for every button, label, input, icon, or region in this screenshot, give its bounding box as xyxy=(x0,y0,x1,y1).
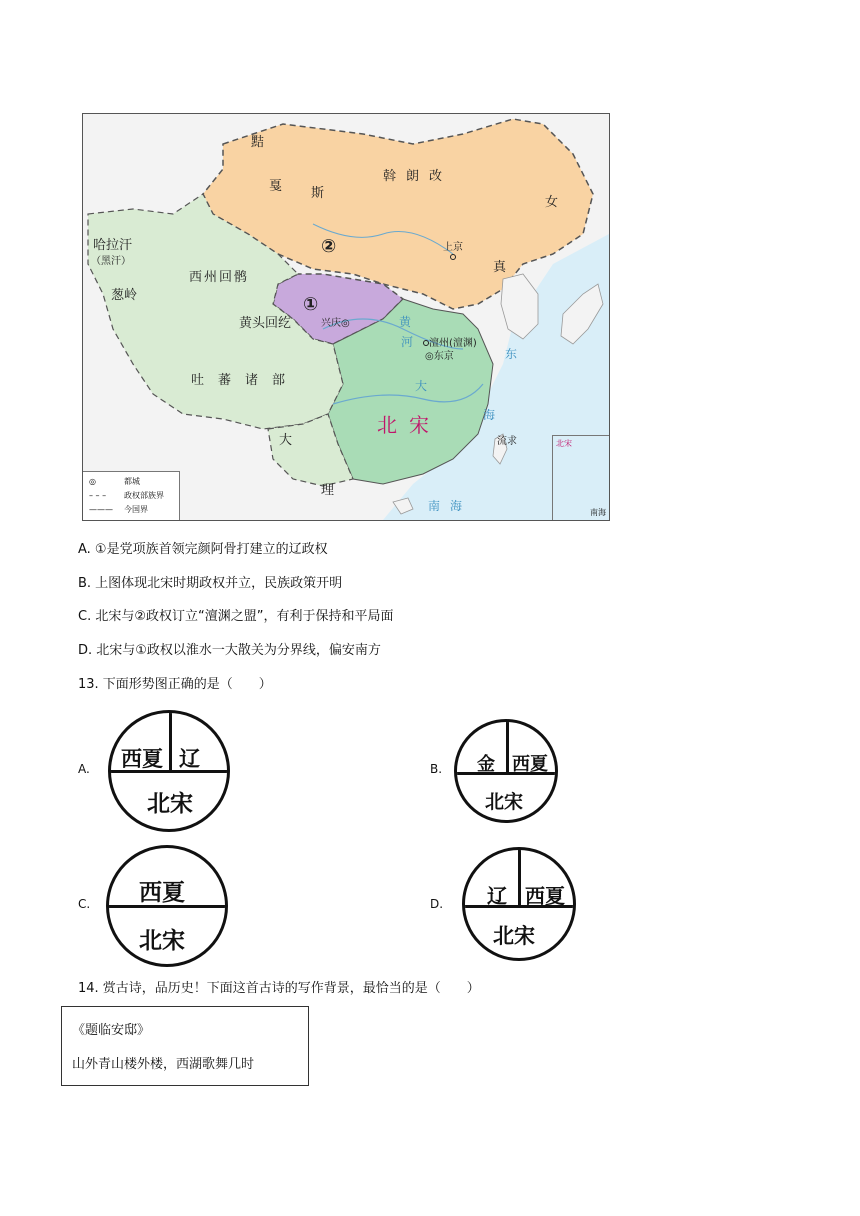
map-label-chanzhou: 澶州(澶渊) xyxy=(429,338,477,349)
option-b: B. 上图体现北宋时期政权并立，民族政策开明 xyxy=(78,576,343,591)
q13-option-c-letter: C. xyxy=(78,897,91,911)
dashed-line-icon: – – – xyxy=(89,491,107,500)
map-label-polity-2: ② xyxy=(321,236,337,257)
poem-title: 《题临安邸》 xyxy=(72,1023,151,1038)
question-13-stem: 13. 下面形势图正确的是（ ） xyxy=(78,677,272,692)
q13-option-d-diagram: 辽 西夏 北宋 xyxy=(462,847,576,961)
q13-option-d-letter: D. xyxy=(430,897,444,911)
map-label-nanhai: 南海 xyxy=(428,499,473,513)
legend-capital: ◎ 都城 xyxy=(89,477,140,486)
option-a: A. ①是党项族首领完颜阿骨打建立的辽政权 xyxy=(78,542,328,557)
map-label-heihan: （黑汗） xyxy=(91,256,131,267)
map-label-jia: 戛 xyxy=(269,179,283,194)
capital-symbol-icon: ◎ xyxy=(89,477,96,486)
poem-box xyxy=(61,1006,309,1086)
map-label-polity-1: ① xyxy=(303,294,319,315)
map-label-beisong: 北宋 xyxy=(377,413,441,437)
option-c: C. 北宋与②政权订立“澶渊之盟”，有利于保持和平局面 xyxy=(78,609,394,624)
legend-border: – – – 政权部族界 xyxy=(89,491,164,500)
question-14-stem: 14. 赏古诗，品历史！下面这首古诗的写作背景，最恰当的是（ ） xyxy=(78,981,480,996)
map-label-xizhou: 西州回鹘 xyxy=(189,270,250,285)
map-label-nu: 女 xyxy=(545,195,559,210)
map-label-liuqiu: 流求 xyxy=(497,436,517,447)
map-label-halahan: 哈拉汗 xyxy=(93,238,133,253)
thin-line-icon: ——— xyxy=(89,505,113,514)
map-label-zhen: 真 xyxy=(493,260,507,275)
q13-option-a-letter: A. xyxy=(78,762,90,776)
map-inset: 北宋 南海 xyxy=(552,435,609,520)
q13-option-b-diagram: 金 西夏 北宋 xyxy=(454,719,558,823)
q13-option-a-diagram: 西夏 辽 北宋 xyxy=(108,710,230,832)
historical-map xyxy=(82,113,610,521)
map-label-nianmie: 黠 xyxy=(251,135,265,150)
map-label-tubo: 吐蕃诸部 xyxy=(191,373,300,388)
map-label-hai: 海 xyxy=(483,408,496,422)
map-label-si: 斯 xyxy=(311,186,325,201)
map-legend xyxy=(83,471,180,520)
map-label-dali-li: 理 xyxy=(321,483,335,498)
legend-modern: ——— 今国界 xyxy=(89,505,148,514)
map-label-congling: 葱岭 xyxy=(111,288,138,303)
map-label-shangjing: 上京 xyxy=(443,242,463,253)
map-label-he: 河 xyxy=(401,335,414,349)
map-label-dong: 东 xyxy=(505,347,518,361)
map-label-dongjing: ◎东京 xyxy=(425,351,454,362)
q13-option-c-diagram: 西夏 北宋 xyxy=(106,845,228,967)
map-label-xingqing: 兴庆◎ xyxy=(321,318,350,329)
q13-option-b-letter: B. xyxy=(430,762,443,776)
map-label-huang: 黄 xyxy=(399,315,412,329)
poem-line: 山外青山楼外楼，西湖歌舞几时 xyxy=(72,1057,255,1072)
map-label-huangtou: 黄头回纥 xyxy=(239,316,292,331)
map-drawing xyxy=(83,114,609,520)
map-label-dali-da: 大 xyxy=(279,433,293,448)
map-label-wolangai: 斡朗改 xyxy=(383,169,453,184)
map-label-da: 大 xyxy=(415,379,428,393)
option-d: D. 北宋与①政权以淮水一大散关为分界线，偏安南方 xyxy=(78,643,381,658)
